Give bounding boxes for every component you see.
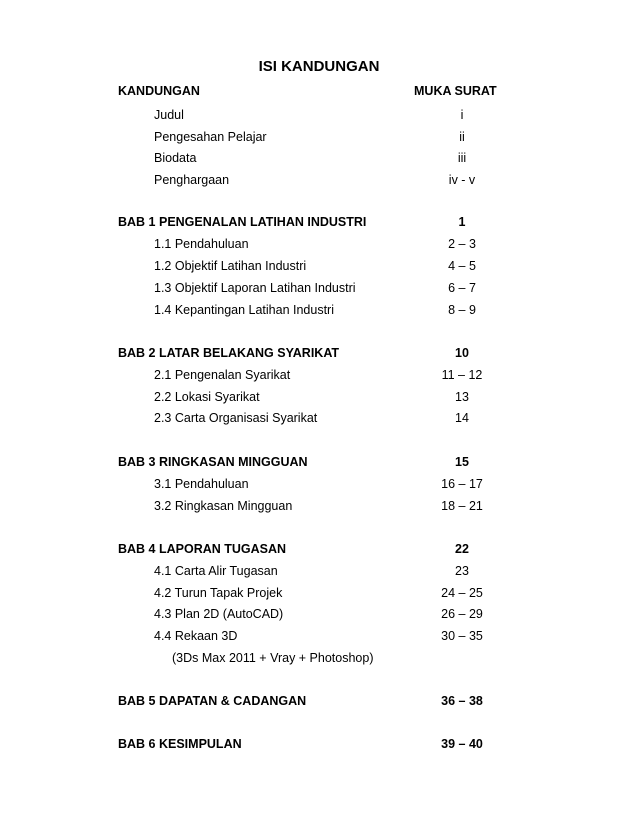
header-contents: KANDUNGAN <box>118 84 200 98</box>
toc-entry-page: 11 – 12 <box>441 368 483 382</box>
toc-entry-4-2 <box>0 583 638 603</box>
toc-chapter-label: BAB 2 LATAR BELAKANG SYARIKAT <box>118 346 340 360</box>
toc-entry-page: 2 – 3 <box>448 237 476 251</box>
toc-entry-page: 24 – 25 <box>441 586 483 600</box>
toc-entry-label: Biodata <box>154 151 197 165</box>
header-page: MUKA SURAT <box>414 84 497 98</box>
toc-chapter-2 <box>0 343 638 363</box>
toc-entry-label: Judul <box>154 108 184 122</box>
toc-entry-page: 18 – 21 <box>441 499 483 513</box>
toc-entry-2-2 <box>0 387 638 407</box>
toc-entry-biodata <box>0 148 638 168</box>
toc-chapter-page: 10 <box>455 346 469 360</box>
toc-entry-1-2 <box>0 256 638 276</box>
toc-entry-page: 13 <box>455 390 469 404</box>
toc-entry-page: 30 – 35 <box>441 629 483 643</box>
toc-chapter-page: 36 – 38 <box>441 694 483 708</box>
toc-chapter-page: 39 – 40 <box>441 737 483 751</box>
toc-entry-label: 1.1 Pendahuluan <box>154 237 249 251</box>
toc-chapter-6 <box>0 734 638 754</box>
toc-entry-label: Penghargaan <box>154 173 230 187</box>
toc-entry-penghargaan <box>0 170 638 190</box>
toc-entry-label: 2.1 Pengenalan Syarikat <box>154 368 291 382</box>
toc-entry-page: ii <box>459 130 465 144</box>
toc-chapter-label: BAB 3 RINGKASAN MINGGUAN <box>118 455 308 469</box>
toc-entry-label: 1.3 Objektif Laporan Latihan Industri <box>154 281 356 295</box>
toc-entry-page: 14 <box>455 411 469 425</box>
toc-chapter-label: BAB 4 LAPORAN TUGASAN <box>118 542 287 556</box>
toc-entry-label: 3.2 Ringkasan Mingguan <box>154 499 293 513</box>
toc-header <box>0 81 638 101</box>
toc-chapter-page: 15 <box>455 455 469 469</box>
toc-entry-label: Pengesahan Pelajar <box>154 130 267 144</box>
toc-entry-label: 4.1 Carta Alir Tugasan <box>154 564 278 578</box>
toc-entry-judul <box>0 105 638 125</box>
toc-chapter-label: BAB 6 KESIMPULAN <box>118 737 242 751</box>
toc-chapter-5 <box>0 691 638 711</box>
page-title: ISI KANDUNGAN <box>258 58 380 75</box>
toc-entry-page: iv - v <box>448 173 476 187</box>
toc-entry-page: 16 – 17 <box>441 477 483 491</box>
toc-entry-4-1 <box>0 561 638 581</box>
toc-entry-page: 23 <box>455 564 469 578</box>
toc-entry-label: 3.1 Pendahuluan <box>154 477 249 491</box>
toc-entry-1-3 <box>0 278 638 298</box>
toc-entry-1-4 <box>0 300 638 320</box>
toc-chapter-1 <box>0 212 638 232</box>
toc-entry-page: iii <box>457 151 467 165</box>
toc-chapter-page: 22 <box>455 542 469 556</box>
toc-entry-4-3 <box>0 604 638 624</box>
toc-chapter-4 <box>0 539 638 559</box>
toc-entry-label: 1.4 Kepantingan Latihan Industri <box>154 303 334 317</box>
toc-entry-2-1 <box>0 365 638 385</box>
toc-entry-4-4 <box>0 626 638 646</box>
toc-entry-3-2 <box>0 496 638 516</box>
toc-entry-label: 1.2 Objektif Latihan Industri <box>154 259 307 273</box>
toc-entry-pengesahan <box>0 127 638 147</box>
toc-entry-label: 4.2 Turun Tapak Projek <box>154 586 283 600</box>
toc-entry-page: 4 – 5 <box>448 259 476 273</box>
toc-entry-1-1 <box>0 234 638 254</box>
toc-entry-label: 4.3 Plan 2D (AutoCAD) <box>154 607 284 621</box>
toc-entry-page: 8 – 9 <box>448 303 476 317</box>
toc-entry-label: 2.3 Carta Organisasi Syarikat <box>154 411 318 425</box>
toc-chapter-3 <box>0 452 638 472</box>
toc-entry-label: (3Ds Max 2011 + Vray + Photoshop) <box>172 651 374 665</box>
toc-entry-label: 2.2 Lokasi Syarikat <box>154 390 260 404</box>
toc-chapter-label: BAB 1 PENGENALAN LATIHAN INDUSTRI <box>118 215 367 229</box>
toc-entry-label: 4.4 Rekaan 3D <box>154 629 238 643</box>
toc-chapter-page: 1 <box>458 215 466 229</box>
toc-chapter-label: BAB 5 DAPATAN & CADANGAN <box>118 694 307 708</box>
toc-entry-page: 6 – 7 <box>448 281 476 295</box>
toc-entry-2-3 <box>0 408 638 428</box>
toc-entry-page: i <box>460 108 464 122</box>
toc-entry-4-4-note <box>0 648 638 668</box>
toc-entry-3-1 <box>0 474 638 494</box>
toc-entry-page: 26 – 29 <box>441 607 483 621</box>
